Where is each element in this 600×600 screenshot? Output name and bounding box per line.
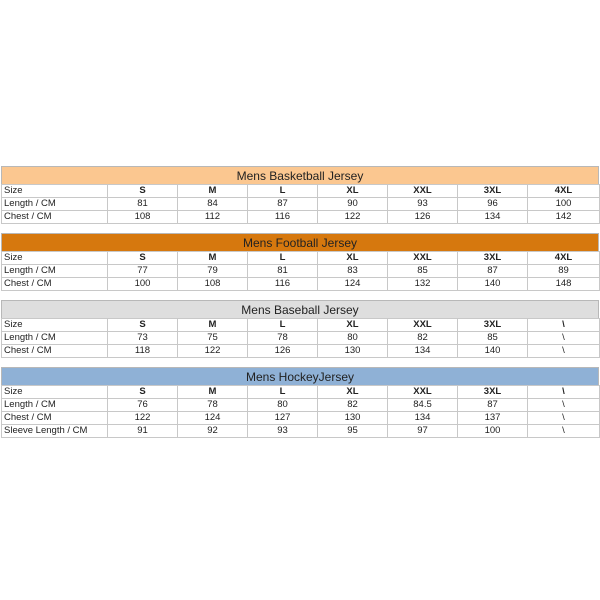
table-row <box>2 198 600 211</box>
measurement-cell: 126 <box>388 211 458 224</box>
measurement-cell: 97 <box>388 425 458 438</box>
measurement-cell: \ <box>528 399 600 412</box>
size-label: S <box>108 252 178 265</box>
size-label: XXL <box>388 386 458 399</box>
size-label: XXL <box>388 252 458 265</box>
size-label: 4XL <box>528 252 600 265</box>
size-label: XL <box>318 386 388 399</box>
measurement-cell: \ <box>528 345 600 358</box>
row-label: Chest / CM <box>2 211 108 224</box>
size-label: XXL <box>388 185 458 198</box>
size-label: XL <box>318 185 388 198</box>
size-label: XXL <box>388 319 458 332</box>
size-label: M <box>178 185 248 198</box>
size-header-row <box>2 185 600 198</box>
size-label: \ <box>528 319 600 332</box>
measurement-cell: 118 <box>108 345 178 358</box>
row-label: Size <box>2 386 108 399</box>
size-header-row <box>2 319 600 332</box>
measurement-cell: 90 <box>318 198 388 211</box>
section-title: Mens HockeyJersey <box>1 367 599 385</box>
measurement-cell: 116 <box>248 278 318 291</box>
size-label: \ <box>528 386 600 399</box>
row-label: Size <box>2 319 108 332</box>
size-table <box>1 385 600 438</box>
measurement-cell: 130 <box>318 345 388 358</box>
row-label: Chest / CM <box>2 412 108 425</box>
size-label: M <box>178 252 248 265</box>
size-label: XL <box>318 252 388 265</box>
row-label: Length / CM <box>2 198 108 211</box>
row-label: Length / CM <box>2 332 108 345</box>
row-label: Length / CM <box>2 399 108 412</box>
size-label: S <box>108 319 178 332</box>
row-label: Length / CM <box>2 265 108 278</box>
measurement-cell: 89 <box>528 265 600 278</box>
size-label: XL <box>318 319 388 332</box>
measurement-cell: 75 <box>178 332 248 345</box>
measurement-cell: 134 <box>458 211 528 224</box>
measurement-cell: 140 <box>458 345 528 358</box>
size-label: L <box>248 185 318 198</box>
size-label: S <box>108 185 178 198</box>
measurement-cell: 76 <box>108 399 178 412</box>
measurement-cell: 83 <box>318 265 388 278</box>
measurement-cell: 87 <box>458 265 528 278</box>
size-label: 3XL <box>458 185 528 198</box>
measurement-cell: 124 <box>318 278 388 291</box>
measurement-cell: 82 <box>388 332 458 345</box>
size-label: 3XL <box>458 252 528 265</box>
size-label: S <box>108 386 178 399</box>
measurement-cell: 124 <box>178 412 248 425</box>
row-label: Sleeve Length / CM <box>2 425 108 438</box>
measurement-cell: 108 <box>178 278 248 291</box>
measurement-cell: 95 <box>318 425 388 438</box>
size-label: L <box>248 319 318 332</box>
measurement-cell: 122 <box>318 211 388 224</box>
size-table-section <box>1 233 599 291</box>
section-title: Mens Baseball Jersey <box>1 300 599 318</box>
size-table <box>1 184 600 224</box>
measurement-cell: 81 <box>108 198 178 211</box>
measurement-cell: 116 <box>248 211 318 224</box>
measurement-cell: 100 <box>108 278 178 291</box>
row-label: Chest / CM <box>2 278 108 291</box>
measurement-cell: 142 <box>528 211 600 224</box>
measurement-cell: 80 <box>318 332 388 345</box>
measurement-cell: 84.5 <box>388 399 458 412</box>
measurement-cell: 93 <box>388 198 458 211</box>
size-table <box>1 251 600 291</box>
measurement-cell: 81 <box>248 265 318 278</box>
measurement-cell: 92 <box>178 425 248 438</box>
size-table-section <box>1 367 599 438</box>
row-label: Size <box>2 252 108 265</box>
measurement-cell: 126 <box>248 345 318 358</box>
measurement-cell: 134 <box>388 412 458 425</box>
measurement-cell: \ <box>528 332 600 345</box>
size-table-section <box>1 300 599 358</box>
table-row <box>2 265 600 278</box>
size-chart <box>1 166 599 438</box>
size-header-row <box>2 386 600 399</box>
measurement-cell: 140 <box>458 278 528 291</box>
measurement-cell: 93 <box>248 425 318 438</box>
measurement-cell: 100 <box>528 198 600 211</box>
section-gap <box>1 358 599 367</box>
measurement-cell: 73 <box>108 332 178 345</box>
measurement-cell: 78 <box>178 399 248 412</box>
measurement-cell: 132 <box>388 278 458 291</box>
table-row <box>2 211 600 224</box>
table-row <box>2 278 600 291</box>
size-label: 4XL <box>528 185 600 198</box>
measurement-cell: 85 <box>458 332 528 345</box>
table-row <box>2 332 600 345</box>
section-gap <box>1 224 599 233</box>
measurement-cell: 77 <box>108 265 178 278</box>
measurement-cell: \ <box>528 412 600 425</box>
measurement-cell: 80 <box>248 399 318 412</box>
measurement-cell: 87 <box>248 198 318 211</box>
size-label: 3XL <box>458 386 528 399</box>
section-title: Mens Basketball Jersey <box>1 166 599 184</box>
table-row <box>2 425 600 438</box>
measurement-cell: 85 <box>388 265 458 278</box>
size-label: L <box>248 252 318 265</box>
measurement-cell: 96 <box>458 198 528 211</box>
section-gap <box>1 291 599 300</box>
measurement-cell: 78 <box>248 332 318 345</box>
measurement-cell: 148 <box>528 278 600 291</box>
row-label: Size <box>2 185 108 198</box>
size-label: M <box>178 386 248 399</box>
size-table-section <box>1 166 599 224</box>
measurement-cell: 130 <box>318 412 388 425</box>
measurement-cell: 108 <box>108 211 178 224</box>
table-row <box>2 399 600 412</box>
table-row <box>2 412 600 425</box>
measurement-cell: 122 <box>178 345 248 358</box>
measurement-cell: 127 <box>248 412 318 425</box>
measurement-cell: \ <box>528 425 600 438</box>
size-header-row <box>2 252 600 265</box>
measurement-cell: 134 <box>388 345 458 358</box>
measurement-cell: 79 <box>178 265 248 278</box>
measurement-cell: 84 <box>178 198 248 211</box>
measurement-cell: 87 <box>458 399 528 412</box>
measurement-cell: 82 <box>318 399 388 412</box>
measurement-cell: 122 <box>108 412 178 425</box>
measurement-cell: 112 <box>178 211 248 224</box>
size-table <box>1 318 600 358</box>
table-row <box>2 345 600 358</box>
section-title: Mens Football Jersey <box>1 233 599 251</box>
measurement-cell: 91 <box>108 425 178 438</box>
measurement-cell: 137 <box>458 412 528 425</box>
size-label: L <box>248 386 318 399</box>
size-label: 3XL <box>458 319 528 332</box>
size-label: M <box>178 319 248 332</box>
measurement-cell: 100 <box>458 425 528 438</box>
row-label: Chest / CM <box>2 345 108 358</box>
